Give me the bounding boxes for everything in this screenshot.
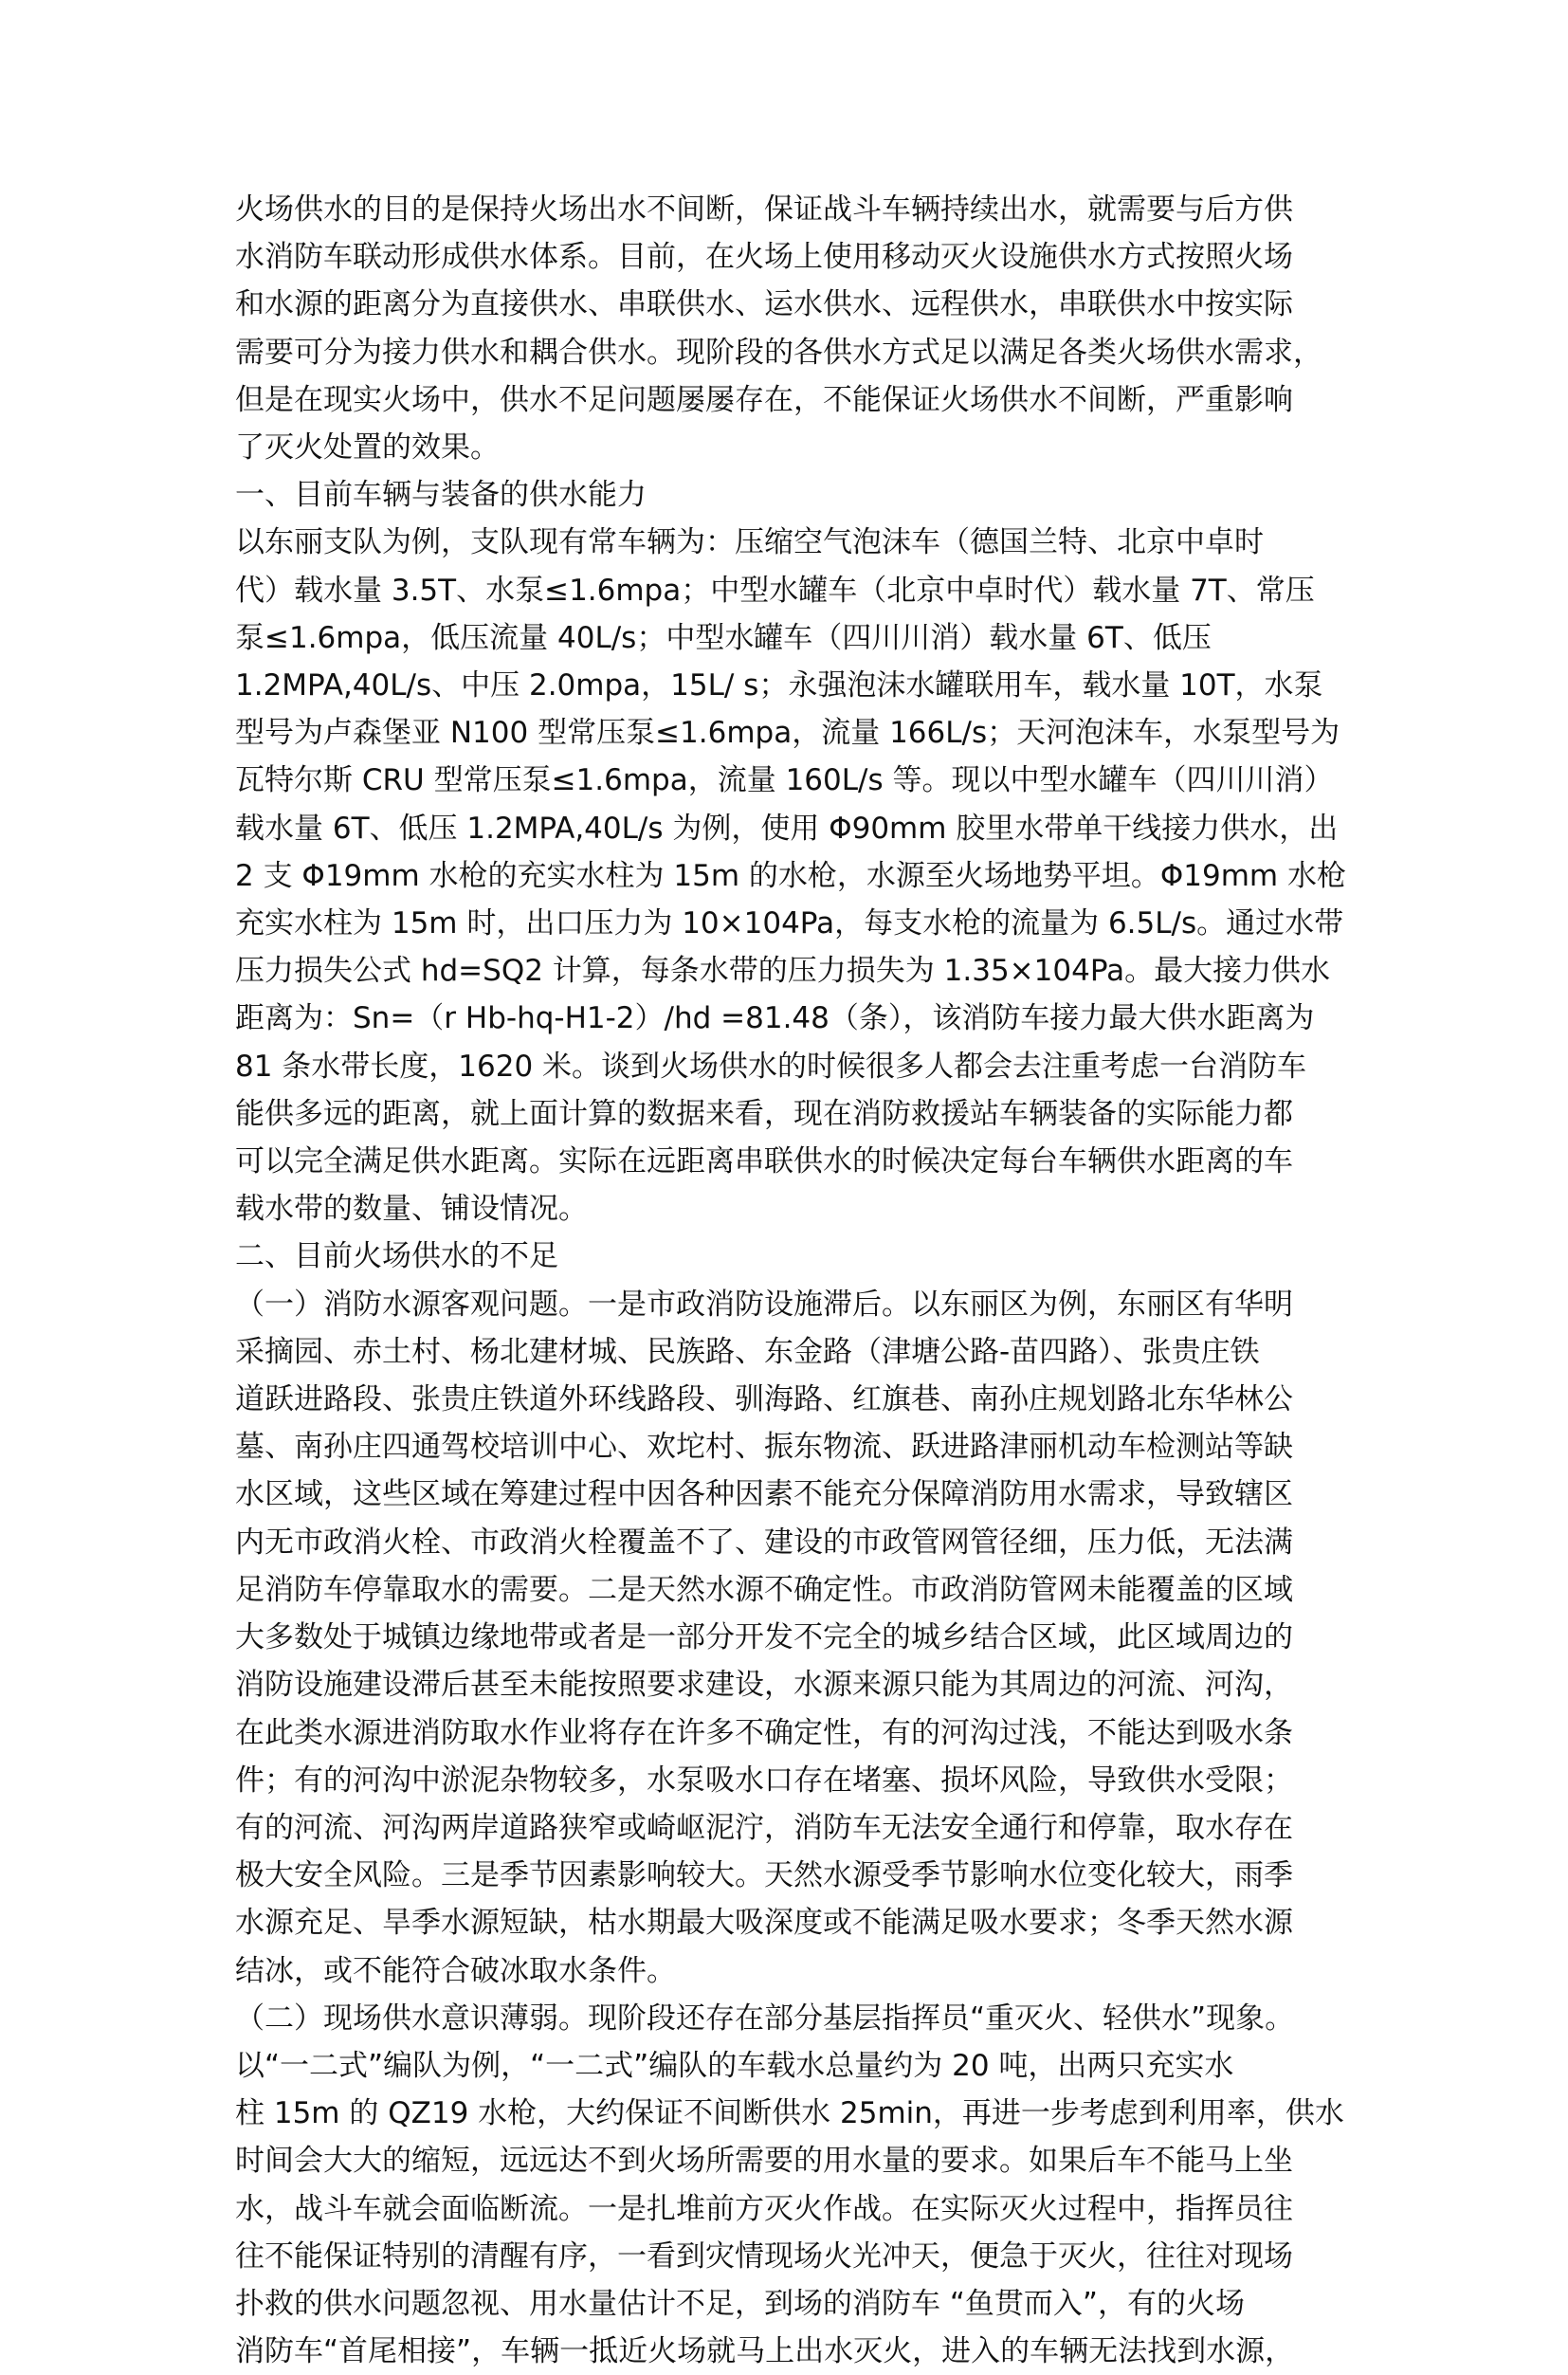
text-line: 水，战斗车就会面临断流。一是扎堆前方灭火作战。在实际灭火过程中，指挥员往: [235, 2191, 1293, 2226]
text-line: 2 支 Φ19mm 水枪的充实水柱为 15m 的水枪，水源至火场地势平坦。Φ19mm 水枪: [235, 858, 1346, 893]
text-line: 水消防车联动形成供水体系。目前，在火场上使用移动灭火设施供水方式按照火场: [235, 240, 1293, 275]
text-line: 以“一二式”编队为例，“一二式”编队的车载水总量约为 20 吨，出两只充实水: [235, 2048, 1234, 2083]
text-line: 但是在现实火场中，供水不足问题屡屡存在，不能保证火场供水不间断，严重影响: [235, 382, 1293, 417]
text-line: 载水量 6T、低压 1.2MPA,40L/s 为例，使用 Φ90mm 胶里水带单干线接力供水，出: [235, 811, 1339, 846]
paragraph: [235, 1995, 1344, 2375]
text-line: 压力损失公式 hd=SQ2 计算，每条水带的压力损失为 1.35×104Pa。最大接力供水: [235, 954, 1331, 989]
paragraph: [235, 519, 1344, 1233]
text-line: 型号为卢森堡亚 N100 型常压泵≤1.6mpa，流量 166L/s；天河泡沫车，水泵型号为: [235, 716, 1340, 751]
text-line: 火场供水的目的是保持火场出水不间断，保证战斗车辆持续出水，就需要与后方供: [235, 192, 1293, 227]
text-line: 消防车“首尾相接”，车辆一抵近火场就马上出水灭火，进入的车辆无法找到水源，: [235, 2334, 1295, 2369]
text-line: 代）载水量 3.5T、水泵≤1.6mpa；中型水罐车（北京中卓时代）载水量 7T、常压: [235, 573, 1315, 608]
text-line: （一）消防水源客观问题。一是市政消防设施滞后。以东丽区为例，东丽区有华明: [235, 1287, 1293, 1322]
text-line: 距离为：Sn=（r Hb-hq-H1-2）/hd =81.48（条），该消防车接力最大供水距离为: [235, 1001, 1315, 1036]
text-line: 道跃进路段、张贵庄铁道外环线路段、驯海路、红旗巷、南孙庄规划路北东华林公: [235, 1382, 1293, 1417]
text-line: 一、目前车辆与装备的供水能力: [235, 478, 647, 513]
text-line: 水源充足、旱季水源短缺，枯水期最大吸深度或不能满足吸水要求；冬季天然水源: [235, 1906, 1293, 1941]
text-line: 采摘园、赤土村、杨北建材城、民族路、东金路（津塘公路-苗四路）、张贵庄铁: [235, 1334, 1260, 1369]
text-line: 二、目前火场供水的不足: [235, 1239, 558, 1274]
paragraph: [235, 1281, 1344, 1995]
text-line: 足消防车停靠取水的需要。二是天然水源不确定性。市政消防管网未能覆盖的区域: [235, 1572, 1293, 1607]
text-line: 和水源的距离分为直接供水、串联供水、运水供水、远程供水，串联供水中按实际: [235, 287, 1293, 322]
text-line: 泵≤1.6mpa，低压流量 40L/s；中型水罐车（四川川消）载水量 6T、低压: [235, 620, 1212, 655]
text-line: 1.2MPA,40L/s、中压 2.0mpa，15L/ s；永强泡沫水罐联用车，载水量 10T，水泵: [235, 668, 1323, 703]
section-heading: [235, 1233, 1344, 1280]
text-line: 结冰，或不能符合破冰取水条件。: [235, 1953, 676, 1988]
text-line: 瓦特尔斯 CRU 型常压泵≤1.6mpa，流量 160L/s 等。现以中型水罐车（四川川消）: [235, 763, 1334, 798]
text-line: 充实水柱为 15m 时，出口压力为 10×104Pa，每支水枪的流量为 6.5L/s。通过水带: [235, 906, 1344, 941]
text-line: 极大安全风险。三是季节因素影响较大。天然水源受季节影响水位变化较大，雨季: [235, 1858, 1293, 1893]
text-line: 以东丽支队为例，支队现有常车辆为：压缩空气泡沫车（德国兰特、北京中卓时: [235, 525, 1264, 560]
text-line: 可以完全满足供水距离。实际在远距离串联供水的时候决定每台车辆供水距离的车: [235, 1144, 1293, 1179]
text-line: 消防设施建设滞后甚至未能按照要求建设，水源来源只能为其周边的河流、河沟，: [235, 1668, 1293, 1703]
text-line: 81 条水带长度，1620 米。谈到火场供水的时候很多人都会去注重考虑一台消防车: [235, 1049, 1307, 1084]
paragraph: [235, 186, 1344, 471]
text-line: 水区域，这些区域在筹建过程中因各种因素不能充分保障消防用水需求，导致辖区: [235, 1477, 1293, 1512]
section-heading: [235, 471, 1344, 519]
text-line: 件；有的河沟中淤泥杂物较多，水泵吸水口存在堵塞、损坏风险，导致供水受限；: [235, 1763, 1293, 1798]
text-line: 墓、南孙庄四通驾校培训中心、欢坨村、振东物流、跃进路津丽机动车检测站等缺: [235, 1430, 1293, 1465]
text-line: （二）现场供水意识薄弱。现阶段还存在部分基层指挥员“重灭火、轻供水”现象。: [235, 2000, 1295, 2036]
text-line: 柱 15m 的 QZ19 水枪，大约保证不间断供水 25min，再进一步考虑到利用率，供水: [235, 2096, 1344, 2131]
text-line: 能供多远的距离，就上面计算的数据来看，现在消防救援站车辆装备的实际能力都: [235, 1096, 1293, 1131]
text-line: 需要可分为接力供水和耦合供水。现阶段的各供水方式足以满足各类火场供水需求，: [235, 335, 1322, 370]
text-line: 扑救的供水问题忽视、用水量估计不足，到场的消防车 “鱼贯而入”，有的火场: [235, 2286, 1245, 2321]
text-line: 在此类水源进消防取水作业将存在许多不确定性，有的河沟过浅，不能达到吸水条: [235, 1715, 1293, 1750]
text-line: 载水带的数量、铺设情况。: [235, 1192, 588, 1227]
text-line: 有的河流、河沟两岸道路狭窄或崎岖泥泞，消防车无法安全通行和停靠，取水存在: [235, 1810, 1293, 1845]
text-line: 内无市政消火栓、市政消火栓覆盖不了、建设的市政管网管径细，压力低，无法满: [235, 1525, 1293, 1560]
text-line: 时间会大大的缩短，远远达不到火场所需要的用水量的要求。如果后车不能马上坐: [235, 2144, 1293, 2179]
text-line: 大多数处于城镇边缘地带或者是一部分开发不完全的城乡结合区域，此区域周边的: [235, 1620, 1293, 1655]
document-body: [235, 186, 1344, 2375]
text-line: 往不能保证特别的清醒有序，一看到灾情现场火光冲天，便急于灭火，往往对现场: [235, 2238, 1293, 2274]
text-line: 了灭火处置的效果。: [235, 430, 500, 466]
